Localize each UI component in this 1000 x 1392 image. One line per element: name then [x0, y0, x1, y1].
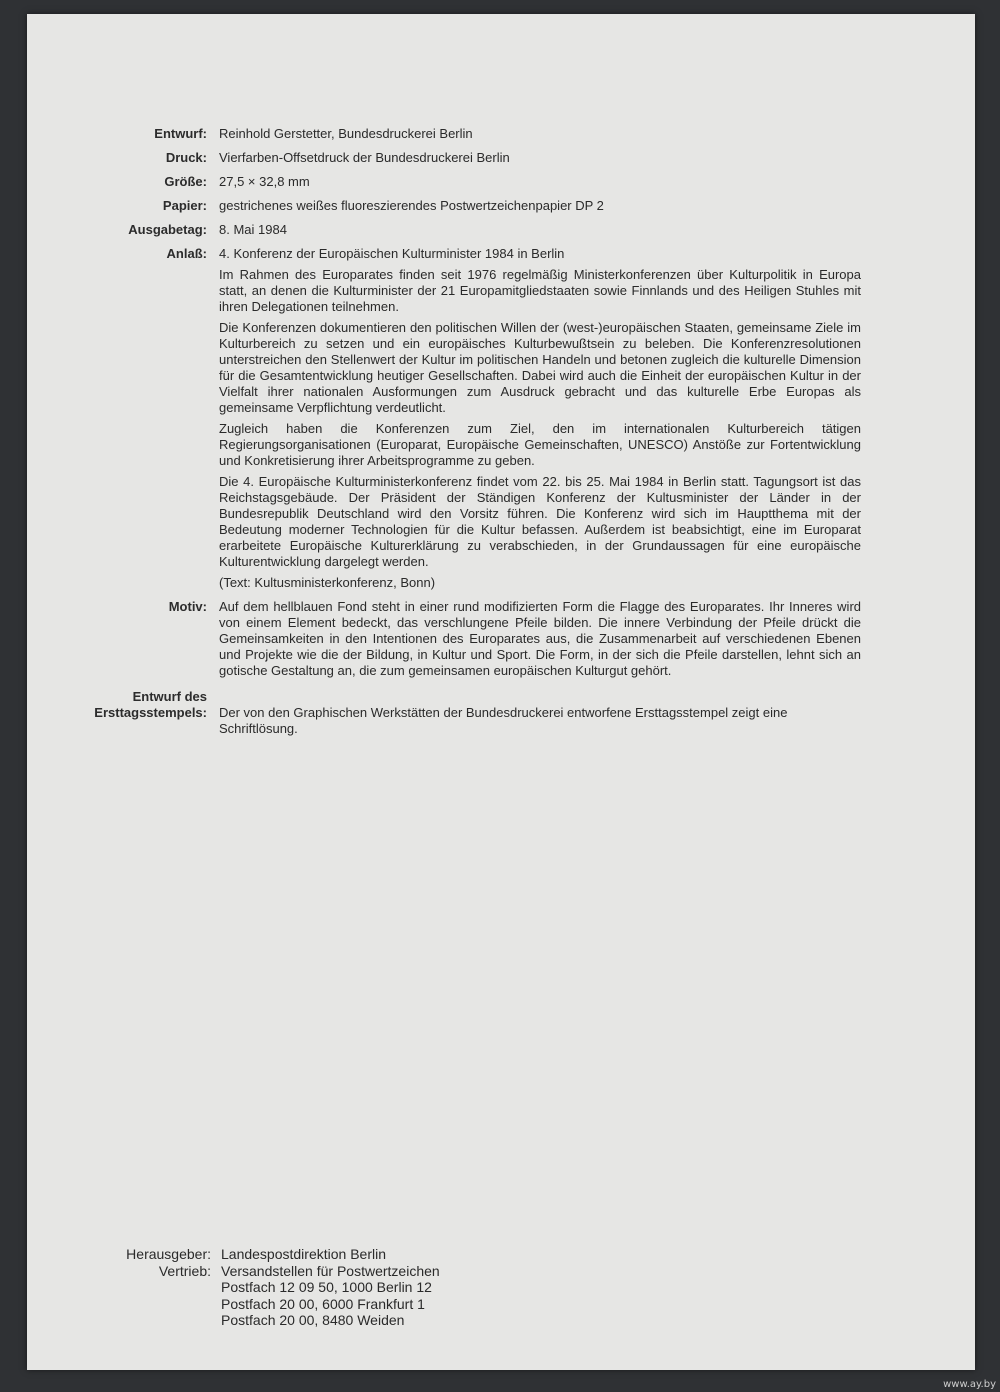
entry-label: Größe:	[164, 174, 207, 189]
entry-value	[219, 246, 861, 591]
footer-vertrieb	[101, 1263, 440, 1329]
anlass-source: (Text: Kultusministerkonferenz, Bonn)	[219, 575, 436, 590]
entry-value: gestrichenes weißes fluoreszierendes Postwertzeichenpapier DP 2	[219, 198, 604, 213]
stempel-label-line2: Ersttagsstempels:	[94, 705, 207, 720]
entry-papier	[27, 198, 975, 214]
anlass-paragraph: Die 4. Europäische Kulturministerkonferenz findet vom 22. bis 25. Mai 1984 in Berlin statt. Tagungsort ist das Reichstagsgebäude. Der Präsident der Ständigen Konferenz der Kultusminister der Länder in der Bundesrepublik Deutschland wird den Vorsitz führen. Die Konferenz wird sich im Hauptthema mit der Bedeutung moderner Technologien für die Kultur befassen. Außerdem ist beabsichtigt, eine im Europarat erarbeitete Europäische Kulturerklärung zu verabschieden, in der Grundaussagen für eine europäische Kulturentwicklung dargelegt werden.	[219, 474, 861, 569]
entry-value: 27,5 × 32,8 mm	[219, 174, 310, 189]
entry-motiv	[27, 599, 975, 679]
footer-value: Landespostdirektion Berlin	[221, 1246, 386, 1262]
address-line: Postfach 20 00, 6000 Frankfurt 1	[221, 1295, 425, 1312]
entry-anlass	[27, 246, 975, 591]
entry-entwurf	[27, 126, 975, 142]
document-sheet	[27, 14, 975, 1370]
stempel-text: Der von den Graphischen Werkstätten der Bundesdruckerei entworfene Ersttagsstempel zeigt eine Schriftlösung.	[219, 705, 788, 736]
entry-value: Reinhold Gerstetter, Bundesdruckerei Berlin	[219, 126, 473, 141]
entry-label	[94, 689, 207, 721]
address-line: Postfach 12 09 50, 1000 Berlin 12	[221, 1279, 432, 1295]
entry-groesse	[27, 174, 975, 190]
anlass-paragraph: Die Konferenzen dokumentieren den politischen Willen der (west-)europäischen Staaten, gemeinsame Ziele im Kulturbereich zu setzen und ein europäisches Kulturbewußtsein zu beleben. Die Konferenzresolutionen unterstreichen den Stellenwert der Kultur im politischen Handeln und betonen zugleich die kulturelle Dimension für die Gesamtentwicklung heutiger Gesellschaften. Dabei wird auch die Einheit der europäischen Kultur in der Vielfalt ihrer nationalen Ausformungen zum Ausdruck gebracht und das kulturelle Erbe Europas als gemeinsame Verpflichtung verdeutlicht.	[219, 320, 861, 415]
footer-label: Herausgeber:	[126, 1246, 211, 1262]
entry-label: Papier:	[162, 198, 207, 213]
entry-label: Druck:	[165, 150, 207, 165]
entry-label: Anlaß:	[166, 246, 207, 261]
motiv-text: Auf dem hellblauen Fond steht in einer rund modifizierten Form die Flagge des Europarates. Ihr Inneres wird von einem Element bedeckt, das verschlungene Pfeile bilden. Die innere Verbindung der Pfeile drückt die Gemeinsamkeiten in den Intentionen des Europarates aus, die Zusammenarbeit auf verschiedenen Ebenen und Projekte wie die der Bildung, in Kultur und Sport. Die Form, in der sich die Pfeile darstellen, lehnt sich an gotische Gestaltung an, die zum gemeinsamen europäischen Kulturgut gehört.	[219, 599, 861, 678]
entries-list	[27, 126, 975, 745]
entry-value: Vierfarben-Offsetdruck der Bundesdruckerei Berlin	[219, 150, 510, 165]
watermark: www.ay.by	[943, 1379, 996, 1390]
footer-herausgeber	[101, 1246, 440, 1263]
publisher-footer	[101, 1246, 440, 1329]
entry-label: Entwurf:	[154, 126, 207, 141]
entry-stempel	[27, 689, 975, 737]
entry-label: Motiv:	[168, 599, 207, 614]
address-line: Postfach 20 00, 8480 Weiden	[221, 1312, 405, 1328]
anlass-paragraph: Im Rahmen des Europarates finden seit 1976 regelmäßig Ministerkonferenzen über Kulturpolitik in Europa statt, an denen die Kulturminister der 21 Europamitgliedstaaten sowie Finnlands und des Heiligen Stuhles mit ihren Delegationen teilnehmen.	[219, 267, 861, 314]
entry-label: Ausgabetag:	[128, 222, 207, 237]
entry-value: 8. Mai 1984	[219, 222, 287, 237]
address-line: Versandstellen für Postwertzeichen	[221, 1262, 440, 1279]
footer-value	[221, 1263, 440, 1329]
entry-value	[219, 705, 861, 737]
anlass-title: 4. Konferenz der Europäischen Kulturminister 1984 in Berlin	[219, 246, 565, 261]
anlass-paragraph: Zugleich haben die Konferenzen zum Ziel, den im internationalen Kulturbereich tätigen Regierungsorganisationen (Europarat, Europäische Gemeinschaften, UNESCO) Anstöße zur Fortentwicklung und Konkretisierung ihrer Arbeitsprogramme zu geben.	[219, 421, 861, 468]
footer-label: Vertrieb:	[158, 1262, 211, 1279]
entry-ausgabetag	[27, 222, 975, 238]
entry-druck	[27, 150, 975, 166]
stempel-label-line1: Entwurf des	[132, 689, 207, 704]
entry-value	[219, 599, 861, 679]
